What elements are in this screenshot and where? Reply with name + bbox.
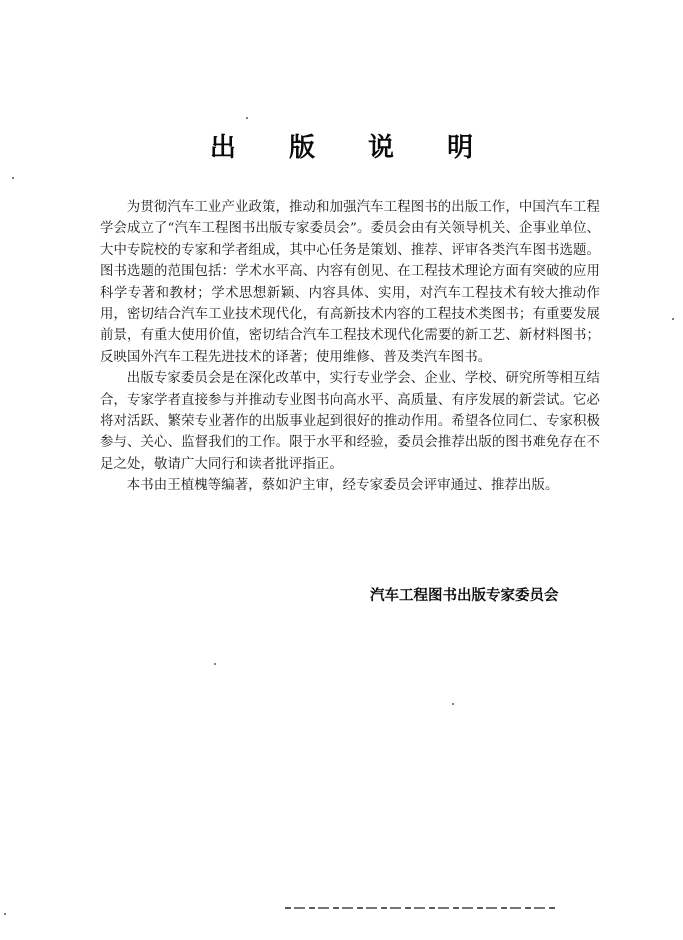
- signature: 汽车工程图书出版专家委员会: [370, 588, 559, 604]
- scan-speck: [12, 177, 14, 179]
- scan-speck: [672, 318, 674, 320]
- paragraph-committee-role: 出版专家委员会是在深化改革中，实行专业学会、企业、学校、研究所等相互结合，专家学者直接参与并推动专业图书向高水平、高质量、有序发展的新尝试。它必将对活跃、繁荣专业著作的出版事业起到很好的推动作用。希望各位同仁、专家积极参与、关心、监督我们的工作。限于水平和经验，委员会推荐出版的图书难免存在不足之处，敬请广大同行和读者批评指正。: [100, 371, 600, 472]
- scan-speck: [246, 117, 248, 119]
- paragraph-purpose: 为贯彻汽车工业产业政策，推动和加强汽车工程图书的出版工作，中国汽车工程学会成立了“汽车工程图书出版专家委员会”。委员会由有关领导机关、企事业单位、大中专院校的专家和学者组成，其中心任务是策划、推荐、评审各类汽车图书选题。图书选题的范围包括：学术水平高、内容有创见、在工程技术理论方面有突破的应用科学专著和教材；学术思想新颖、内容具体、实用，对汽车工程技术有较大推动作用，密切结合汽车工业技术现代化，有高新技术内容的工程技术类图书；有重要发展前景，有重大使用价值，密切结合汽车工程技术现代化需要的新工艺、新材料图书；反映国外汽车工程先进技术的译著；使用维修、普及类汽车图书。: [100, 200, 600, 365]
- scan-speck: [214, 663, 216, 665]
- scan-speck: [452, 703, 454, 705]
- paragraph-book-credits: 本书由王植槐等编著，蔡如沪主审，经专家委员会评审通过、推荐出版。: [126, 478, 559, 494]
- page-title: 出 版 说 明: [209, 133, 496, 163]
- scan-artifact-line: [285, 907, 555, 909]
- body-text: [100, 197, 600, 497]
- scan-speck: [4, 913, 6, 915]
